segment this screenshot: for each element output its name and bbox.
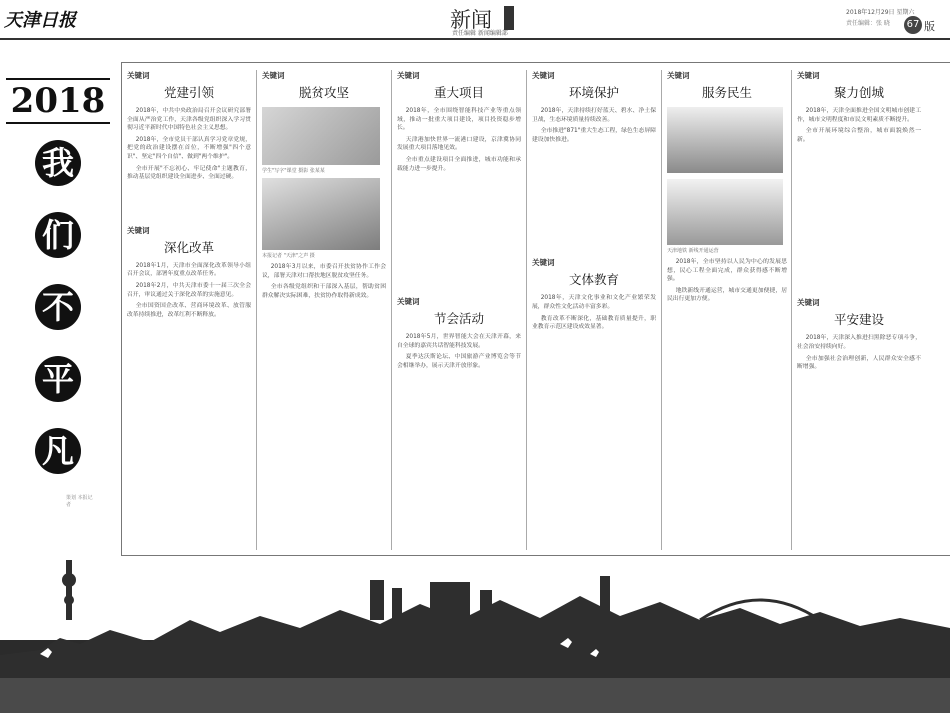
- photo-caption: 学生"写字"课堂 摄影 张某某: [262, 168, 325, 174]
- column-title: 深化改革: [163, 239, 214, 255]
- paragraph: 2018年3月以来，市委召开扶贫协作工作会议，部署天津对口帮扶地区脱贫攻坚任务。: [262, 264, 386, 279]
- keyword-label: 关键词: [797, 298, 820, 308]
- keyword-label: 关键词: [397, 297, 420, 307]
- section-seal-icon: [504, 6, 514, 30]
- paragraph: 全市开展环境综合整治，城市面貌焕然一新。: [797, 128, 921, 143]
- column-title: 服务民生: [701, 85, 752, 100]
- column-divider: [526, 70, 527, 550]
- paragraph: 教育改革不断深化，基础教育质量提升，职业教育示范区建设成效显著。: [532, 315, 656, 331]
- paragraph: 2018年，天津深入推进扫黑除恶专项斗争，社会治安持续向好。: [797, 335, 921, 350]
- paragraph: 全市各级党组织和干部深入基层，帮助贫困群众解决实际困难，扶贫协作取得新成效。: [262, 284, 386, 299]
- column-poverty-alleviation: [262, 70, 386, 550]
- title-char-4: 平: [35, 356, 81, 402]
- bridge-photo: [667, 107, 783, 173]
- column-environment: [532, 70, 656, 550]
- keyword-label: 关键词: [532, 71, 555, 80]
- paragraph: 2018年，中共中央政治局召开会议研究部署全面从严治党工作，天津各级党组织深入学习贯彻习近平新时代中国特色社会主义思想。: [127, 108, 251, 132]
- paragraph: 2018年，天津全面推进全国文明城市创建工作，城市文明程度和市民文明素质不断提升。: [797, 108, 921, 123]
- paragraph: 2018年，天津文化事业和文化产业繁荣发展，群众性文化活动丰富多彩。: [532, 295, 656, 310]
- paragraph: 全市推进"871"重大生态工程，绿色生态屏障建设加快推进。: [532, 128, 656, 143]
- column-divider: [391, 70, 392, 550]
- title-char-1: 我: [35, 140, 81, 186]
- keyword-label: 关键词: [797, 71, 820, 80]
- section-name: 新闻: [450, 8, 492, 32]
- column-divider: [256, 70, 257, 550]
- paragraph: 2018年5月，世界智能大会在天津开幕，来自全球的嘉宾共话智能科技发展。: [397, 334, 521, 349]
- paragraph: 夏季达沃斯论坛、中国旅游产业博览会等节会相继举办，展示天津开放形象。: [397, 354, 521, 369]
- paragraph: 2018年，天津持续打好蓝天、碧水、净土保卫战，生态环境质量持续改善。: [532, 108, 656, 123]
- planning-credit: 策划 本报记者: [66, 495, 93, 508]
- column-title: 重大项目: [433, 85, 484, 100]
- page-unit: 版: [924, 20, 935, 33]
- column-title: 节会活动: [433, 311, 484, 327]
- title-panel: [0, 40, 118, 560]
- column-divider: [661, 70, 662, 550]
- column-livelihood: [667, 70, 787, 550]
- column-title: 平安建设: [833, 312, 884, 328]
- subway-photo: [667, 179, 783, 245]
- paragraph: 天津港加快世界一流港口建设，京津冀协同发展重大项目落地见效。: [397, 136, 521, 152]
- paper-name: 天津日报: [4, 10, 76, 31]
- paragraph: 地铁新线开通运营，城市交通更加便捷，居民出行更加方便。: [667, 287, 787, 303]
- photo-caption: 本报记者 "天津"之声 摄: [262, 253, 315, 259]
- paragraph: 全市开展"不忘初心、牢记使命"主题教育，推动基层党组织建设全面进步、全面过硬。: [127, 165, 251, 181]
- editors: 责任编辑：张 晓: [846, 20, 890, 27]
- city-skyline-illustration: [0, 560, 950, 713]
- title-char-3: 不: [35, 284, 81, 330]
- paragraph: 全市国资国企改革、营商环境改革、放管服改革持续推进，改革红利不断释放。: [127, 303, 251, 318]
- keyword-label: 关键词: [667, 71, 690, 80]
- section-subtitle: 责任编辑 新闻编辑部: [452, 30, 508, 37]
- keyword-label: 关键词: [127, 225, 150, 235]
- classroom-photo: [262, 107, 380, 165]
- masthead: [0, 0, 950, 40]
- issue-date: 2018年12月29日 星期六: [846, 9, 915, 16]
- keyword-label: 关键词: [397, 71, 420, 80]
- paragraph: 2018年，全市党员干部认真学习党章党规，把党的政治建设摆在首位，不断增强"四个意识"、坚定"四个自信"、做到"两个维护"。: [127, 136, 251, 160]
- paragraph: 全市重点建设项目全面推进，城市功能和承载能力进一步提升。: [397, 156, 521, 172]
- paragraph: 2018年2月，中共天津市委十一届三次全会召开，审议通过关于深化改革的实施意见。: [127, 282, 251, 298]
- column-title: 环境保护: [568, 85, 619, 100]
- portrait-photo: [262, 178, 380, 250]
- column-divider: [791, 70, 792, 550]
- column-major-projects: [397, 70, 521, 550]
- photo-caption: 天津地铁 新线开通运营: [667, 248, 719, 254]
- keyword-label: 关键词: [127, 71, 150, 80]
- page-number-badge: 67: [904, 16, 922, 34]
- column-civilized-city: [797, 70, 921, 550]
- column-title: 文体教育: [568, 272, 619, 288]
- column-title: 聚力创城: [833, 85, 884, 100]
- column-title: 脱贫攻坚: [298, 85, 349, 100]
- title-char-5: 凡: [35, 428, 81, 474]
- keyword-label: 关键词: [532, 258, 555, 268]
- column-party-building: [127, 70, 251, 550]
- paragraph: 2018年，全市坚持以人民为中心的发展思想，民心工程全面完成，群众获得感不断增强。: [667, 259, 787, 283]
- keyword-label: 关键词: [262, 71, 285, 80]
- paragraph: 全市加强社会治理创新，人民群众安全感不断增强。: [797, 355, 921, 371]
- skyline-svg: [0, 560, 950, 713]
- year-title: 2018: [6, 78, 110, 124]
- paragraph: 2018年，全市围绕智能科技产业等重点领域，推动一批重大项目建设，项目投资稳步增长。: [397, 108, 521, 132]
- column-title: 党建引领: [163, 85, 214, 100]
- paragraph: 2018年1月，天津市全面深化改革领导小组召开会议，部署年度重点改革任务。: [127, 262, 251, 278]
- title-char-2: 们: [35, 212, 81, 258]
